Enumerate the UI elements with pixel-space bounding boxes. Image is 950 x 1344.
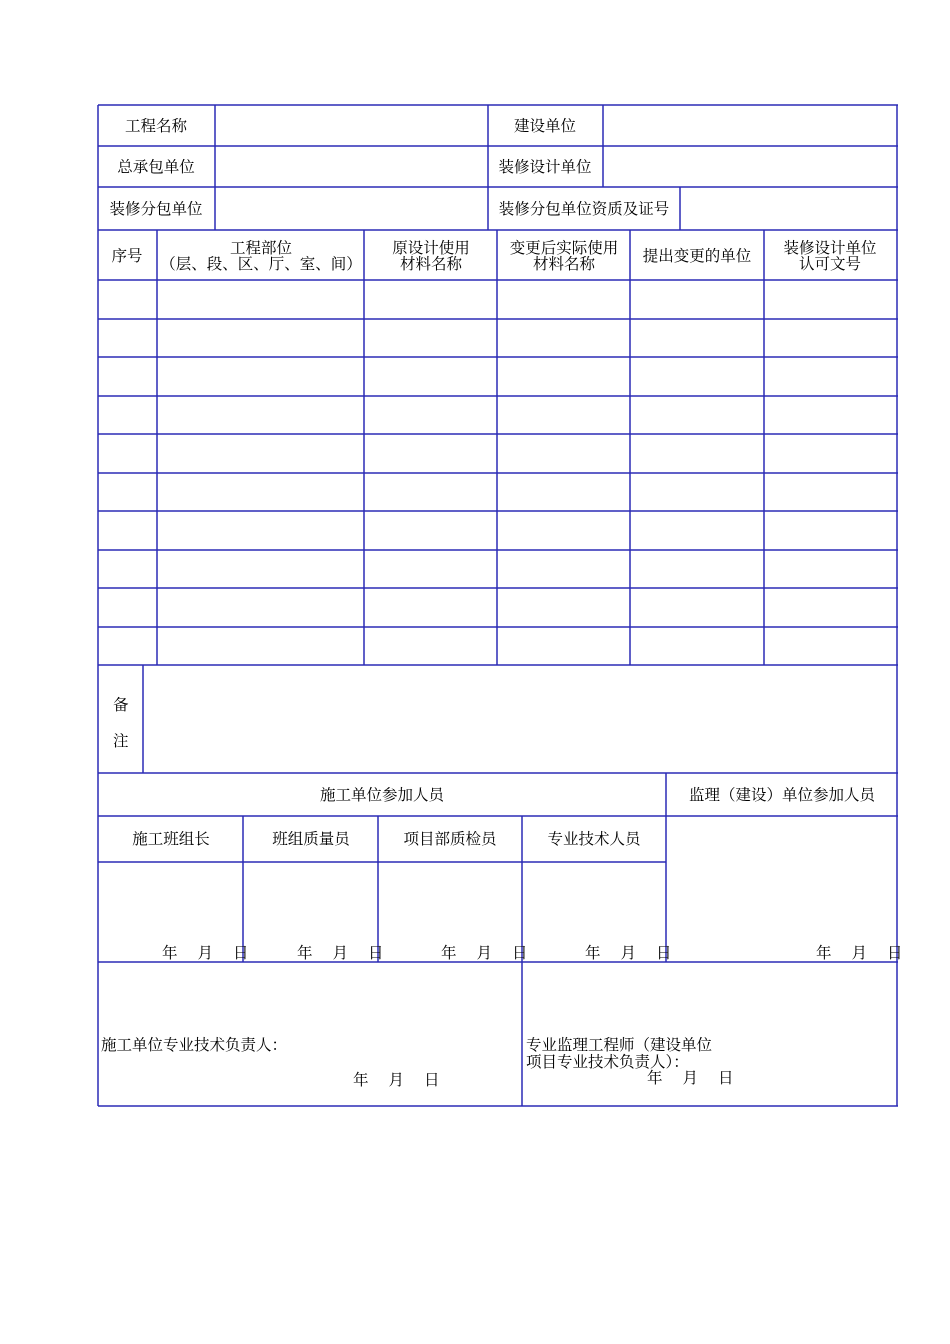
construction-lead-label: 施工单位专业技术负责人： bbox=[101, 1036, 288, 1054]
decoration-design-field[interactable] bbox=[604, 147, 896, 186]
supervisor-label-line1: 专业监理工程师（建设单位 bbox=[526, 1036, 713, 1054]
project-name-label: 工程名称 bbox=[124, 117, 188, 135]
col-header-approval-line2: 认可文号 bbox=[798, 255, 862, 273]
col-header-changed-line1: 变更后实际使用 bbox=[509, 239, 619, 257]
day-label: 日 bbox=[233, 944, 249, 962]
supervision-participants-header: 监理（建设）单位参加人员 bbox=[688, 786, 876, 804]
month-label: 月 bbox=[197, 944, 214, 962]
supervision-date[interactable] bbox=[816, 945, 903, 962]
col-header-proposer: 提出变更的单位 bbox=[642, 247, 752, 265]
day-label: 日 bbox=[368, 944, 384, 962]
construction-lead-date[interactable] bbox=[353, 1072, 440, 1089]
team-leader-label: 施工班组长 bbox=[132, 830, 210, 848]
team-qc-date[interactable] bbox=[297, 945, 384, 962]
project-name-field[interactable] bbox=[216, 106, 487, 145]
day-label: 日 bbox=[718, 1069, 734, 1087]
tech-staff-label: 专业技术人员 bbox=[547, 830, 641, 848]
general-contractor-label: 总承包单位 bbox=[117, 158, 195, 176]
col-header-part-line1: 工程部位 bbox=[229, 239, 293, 257]
builder-label: 建设单位 bbox=[513, 117, 577, 135]
year-label: 年 bbox=[585, 944, 601, 962]
subcontractor-cert-field[interactable] bbox=[681, 188, 896, 229]
day-label: 日 bbox=[656, 944, 672, 962]
year-label: 年 bbox=[647, 1069, 663, 1087]
col-header-changed-line2: 材料名称 bbox=[532, 255, 596, 273]
year-label: 年 bbox=[353, 1071, 369, 1089]
col-header-no: 序号 bbox=[111, 247, 143, 265]
team-qc-label: 班组质量员 bbox=[272, 830, 350, 848]
team-leader-date[interactable] bbox=[162, 945, 249, 962]
year-label: 年 bbox=[297, 944, 313, 962]
decoration-subcontractor-field[interactable] bbox=[216, 188, 487, 229]
tech-staff-date[interactable] bbox=[585, 945, 672, 962]
decoration-design-label: 装修设计单位 bbox=[498, 158, 592, 176]
year-label: 年 bbox=[816, 944, 832, 962]
day-label: 日 bbox=[424, 1071, 440, 1089]
month-label: 月 bbox=[851, 944, 868, 962]
year-label: 年 bbox=[441, 944, 457, 962]
col-header-part-line2: （层、段、区、厅、室、间） bbox=[160, 255, 362, 273]
day-label: 日 bbox=[512, 944, 528, 962]
builder-field[interactable] bbox=[604, 106, 896, 145]
supervisor-label-line2: 项目专业技术负责人）： bbox=[526, 1053, 689, 1071]
subcontractor-cert-label: 装修分包单位资质及证号 bbox=[498, 200, 670, 218]
month-label: 月 bbox=[332, 944, 349, 962]
table-body-empty-rows[interactable] bbox=[99, 281, 896, 664]
general-contractor-field[interactable] bbox=[216, 147, 487, 186]
col-header-original-line2: 材料名称 bbox=[399, 255, 463, 273]
remarks-label-char1: 备 bbox=[113, 696, 129, 714]
month-label: 月 bbox=[682, 1069, 699, 1087]
month-label: 月 bbox=[620, 944, 637, 962]
decoration-subcontractor-label: 装修分包单位 bbox=[109, 200, 203, 218]
remarks-field[interactable] bbox=[144, 666, 896, 772]
supervisor-date[interactable] bbox=[647, 1070, 734, 1087]
month-label: 月 bbox=[388, 1071, 405, 1089]
project-qc-label: 项目部质检员 bbox=[403, 830, 497, 848]
day-label: 日 bbox=[887, 944, 903, 962]
col-header-approval-line1: 装修设计单位 bbox=[783, 239, 877, 257]
project-qc-date[interactable] bbox=[441, 945, 528, 962]
month-label: 月 bbox=[476, 944, 493, 962]
construction-participants-header: 施工单位参加人员 bbox=[319, 786, 445, 804]
year-label: 年 bbox=[162, 944, 178, 962]
remarks-label-char2: 注 bbox=[113, 732, 129, 750]
col-header-original-line1: 原设计使用 bbox=[392, 239, 470, 257]
